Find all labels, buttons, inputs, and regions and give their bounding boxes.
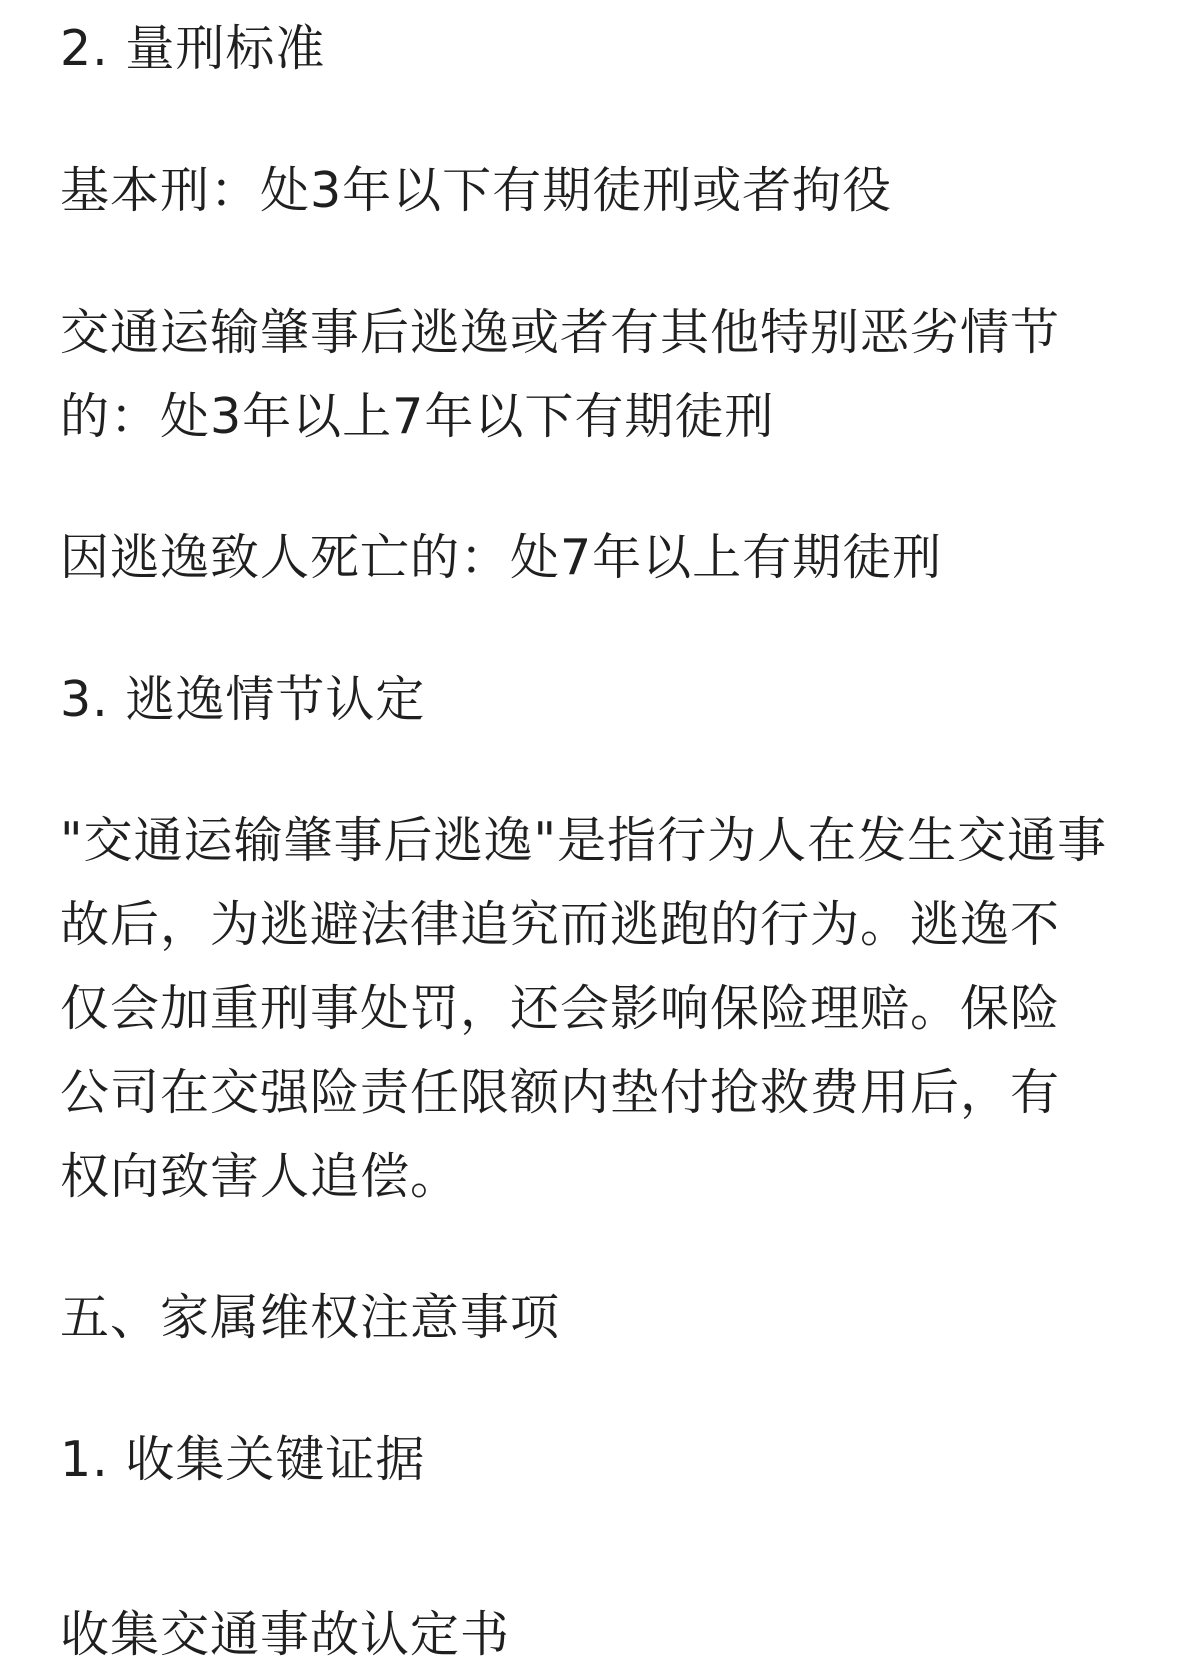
paragraph-line: 故后，为逃避法律追究而逃跑的行为。逃逸不	[60, 896, 1061, 953]
paragraph-line: 仅会加重刑事处罚，还会影响保险理赔。保险	[60, 980, 1061, 1037]
paragraph-line: 的：处3年以上7年以下有期徒刑	[60, 388, 775, 445]
section-heading: 五、家属维权注意事项	[60, 1289, 561, 1346]
section-heading: 3. 逃逸情节认定	[60, 671, 426, 728]
paragraph-line: "交通运输肇事后逃逸"是指行为人在发生交通事	[60, 812, 1108, 869]
paragraph-line: 交通运输肇事后逃逸或者有其他特别恶劣情节	[60, 304, 1061, 361]
paragraph-line: 基本刑：处3年以下有期徒刑或者拘役	[60, 162, 893, 219]
paragraph-line: 因逃逸致人死亡的：处7年以上有期徒刑	[60, 529, 943, 586]
section-heading: 1. 收集关键证据	[60, 1431, 426, 1488]
section-heading: 2. 量刑标准	[60, 20, 326, 77]
paragraph-line: 公司在交强险责任限额内垫付抢救费用后，有	[60, 1064, 1061, 1121]
paragraph-line-partial: 收集交通事故认定书	[60, 1606, 511, 1663]
paragraph-line: 权向致害人追偿。	[60, 1148, 461, 1205]
